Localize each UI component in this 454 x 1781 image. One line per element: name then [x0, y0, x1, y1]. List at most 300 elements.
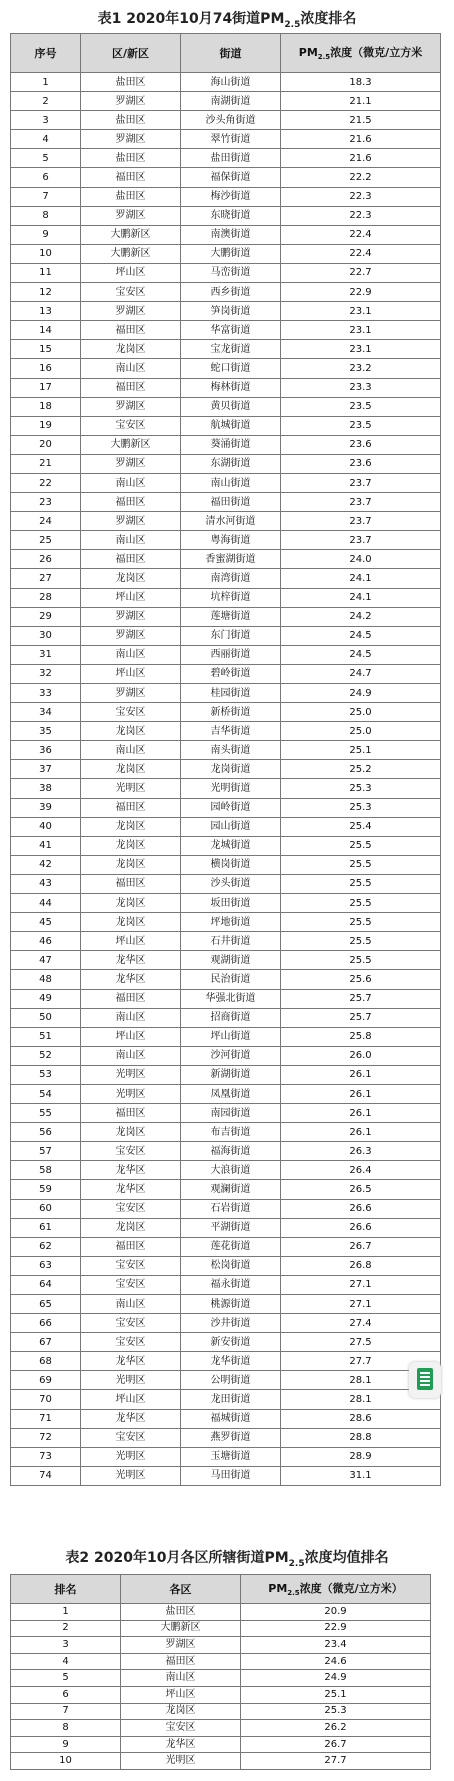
street-cell: 南园街道	[181, 1104, 281, 1123]
district-cell: 宝安区	[81, 1199, 181, 1218]
district-cell: 福田区	[81, 989, 181, 1008]
rank-cell: 25	[11, 531, 81, 550]
street-cell: 航城街道	[181, 416, 281, 435]
street-cell: 光明街道	[181, 779, 281, 798]
table-row	[11, 244, 441, 263]
table-row	[11, 1275, 441, 1294]
district-cell: 光明区	[121, 1753, 241, 1770]
rank-cell: 58	[11, 1161, 81, 1180]
street-cell: 观湖街道	[181, 951, 281, 970]
pm25-cell: 26.0	[281, 1046, 441, 1065]
district-cell: 盐田区	[121, 1604, 241, 1621]
pm25-cell: 28.6	[281, 1409, 441, 1428]
street-cell: 马田街道	[181, 1466, 281, 1485]
table-row	[11, 1736, 431, 1753]
street-cell: 海山街道	[181, 73, 281, 92]
rank-cell: 8	[11, 1720, 121, 1737]
rank-cell: 7	[11, 187, 81, 206]
district-cell: 南山区	[121, 1670, 241, 1687]
table-row	[11, 340, 441, 359]
district-cell: 龙岗区	[81, 340, 181, 359]
table-row	[11, 283, 441, 302]
pm25-cell: 28.1	[281, 1390, 441, 1409]
district-cell: 福田区	[81, 798, 181, 817]
table-row	[11, 531, 441, 550]
district-cell: 福田区	[81, 1104, 181, 1123]
rank-cell: 12	[11, 283, 81, 302]
table-row	[11, 1256, 441, 1275]
rank-cell: 60	[11, 1199, 81, 1218]
district-cell: 龙华区	[81, 1409, 181, 1428]
street-cell: 南澳街道	[181, 225, 281, 244]
district-cell: 龙华区	[81, 1352, 181, 1371]
street-cell: 南湖街道	[181, 92, 281, 111]
table-row	[11, 1084, 441, 1103]
district-cell: 坪山区	[81, 1027, 181, 1046]
street-cell: 石井街道	[181, 932, 281, 951]
street-cell: 横岗街道	[181, 855, 281, 874]
rank-cell: 66	[11, 1314, 81, 1333]
pm25-cell: 25.7	[281, 989, 441, 1008]
rank-cell: 67	[11, 1333, 81, 1352]
street-cell: 新湖街道	[181, 1065, 281, 1084]
rank-cell: 29	[11, 607, 81, 626]
street-cell: 桂园街道	[181, 684, 281, 703]
pm25-cell: 23.7	[281, 512, 441, 531]
street-cell: 福海街道	[181, 1142, 281, 1161]
rank-cell: 1	[11, 73, 81, 92]
rank-cell: 50	[11, 1008, 81, 1027]
rank-cell: 19	[11, 416, 81, 435]
street-cell: 大鹏街道	[181, 244, 281, 263]
pm25-cell: 22.9	[281, 283, 441, 302]
street-cell: 宝龙街道	[181, 340, 281, 359]
street-cell: 西乡街道	[181, 283, 281, 302]
rank-cell: 46	[11, 932, 81, 951]
pm25-cell: 24.1	[281, 569, 441, 588]
pm25-cell: 25.3	[241, 1703, 431, 1720]
street-cell: 坑梓街道	[181, 588, 281, 607]
street-cell: 布吉街道	[181, 1123, 281, 1142]
street-cell: 坪地街道	[181, 913, 281, 932]
street-cell: 大浪街道	[181, 1161, 281, 1180]
table-row	[11, 1333, 441, 1352]
rank-cell: 63	[11, 1256, 81, 1275]
table-row	[11, 645, 441, 664]
pm25-cell: 26.1	[281, 1084, 441, 1103]
street-cell: 碧岭街道	[181, 664, 281, 683]
district-cell: 罗湖区	[81, 607, 181, 626]
pm25-cell: 24.5	[281, 645, 441, 664]
street-cell: 龙华街道	[181, 1352, 281, 1371]
street-cell: 华强北街道	[181, 989, 281, 1008]
district-cell: 光明区	[81, 1084, 181, 1103]
street-cell: 燕罗街道	[181, 1428, 281, 1447]
district-cell: 宝安区	[121, 1720, 241, 1737]
rank-cell: 26	[11, 550, 81, 569]
street-cell: 招商街道	[181, 1008, 281, 1027]
rank-cell: 6	[11, 168, 81, 187]
table1-body	[11, 73, 441, 1486]
pm25-cell: 25.5	[281, 913, 441, 932]
pm25-cell: 26.1	[281, 1123, 441, 1142]
district-cell: 宝安区	[81, 1256, 181, 1275]
table-row	[11, 512, 441, 531]
district-cell: 龙岗区	[81, 913, 181, 932]
district-cell: 宝安区	[81, 1314, 181, 1333]
pm25-cell: 25.2	[281, 760, 441, 779]
rank-cell: 70	[11, 1390, 81, 1409]
rank-cell: 16	[11, 359, 81, 378]
street-cell: 桃源街道	[181, 1295, 281, 1314]
table-row	[11, 1753, 431, 1770]
table-row	[11, 187, 441, 206]
street-cell: 园山街道	[181, 817, 281, 836]
table-row	[11, 1065, 441, 1084]
district-cell: 南山区	[81, 531, 181, 550]
pm25-cell: 26.7	[281, 1237, 441, 1256]
pm25-cell: 23.1	[281, 321, 441, 340]
street-cell: 松岗街道	[181, 1256, 281, 1275]
pm25-cell: 21.6	[281, 149, 441, 168]
district-cell: 罗湖区	[81, 684, 181, 703]
street-cell: 东门街道	[181, 626, 281, 645]
district-cell: 盐田区	[81, 111, 181, 130]
street-cell: 民治街道	[181, 970, 281, 989]
pm25-cell: 26.5	[281, 1180, 441, 1199]
street-cell: 观澜街道	[181, 1180, 281, 1199]
pm25-cell: 27.1	[281, 1275, 441, 1294]
rank-cell: 73	[11, 1447, 81, 1466]
district-cell: 坪山区	[81, 664, 181, 683]
table-header-row	[11, 34, 441, 73]
pm25-cell: 23.5	[281, 416, 441, 435]
pm25-cell: 23.1	[281, 340, 441, 359]
table-row	[11, 626, 441, 645]
pm25-cell: 24.5	[281, 626, 441, 645]
table-row	[11, 1390, 441, 1409]
pm25-cell: 24.9	[241, 1670, 431, 1687]
table-row	[11, 550, 441, 569]
street-cell: 沙河街道	[181, 1046, 281, 1065]
pm25-cell: 23.1	[281, 302, 441, 321]
column-header-rank: 序号	[11, 34, 81, 73]
column-header-pm25: $PM_{2.5}$浓度（微克/立方米）	[241, 1575, 431, 1604]
table-row	[11, 1409, 441, 1428]
district-cell: 罗湖区	[121, 1637, 241, 1654]
district-cell: 光明区	[81, 1371, 181, 1390]
district-cell: 龙岗区	[81, 569, 181, 588]
table-row	[11, 1604, 431, 1621]
district-cell: 光明区	[81, 1065, 181, 1084]
district-cell: 南山区	[81, 1008, 181, 1027]
pm25-cell: 26.4	[281, 1161, 441, 1180]
district-cell: 福田区	[81, 493, 181, 512]
district-cell: 南山区	[81, 1295, 181, 1314]
rank-cell: 7	[11, 1703, 121, 1720]
pm25-cell: 25.1	[241, 1686, 431, 1703]
column-header-pm25: $PM_{2.5}$浓度（微克/立方米	[281, 34, 441, 73]
pm25-cell: 21.6	[281, 130, 441, 149]
pm25-cell: 22.4	[281, 244, 441, 263]
table-row	[11, 149, 441, 168]
street-cell: 莲花街道	[181, 1237, 281, 1256]
pm25-street-ranking-table	[10, 33, 441, 1486]
table-row	[11, 1237, 441, 1256]
pm25-cell: 26.6	[281, 1218, 441, 1237]
table-row	[11, 569, 441, 588]
street-cell: 盐田街道	[181, 149, 281, 168]
pm25-cell: 25.5	[281, 951, 441, 970]
table-row	[11, 1466, 441, 1485]
table-row	[11, 359, 441, 378]
rank-cell: 47	[11, 951, 81, 970]
pm25-cell: 24.2	[281, 607, 441, 626]
rank-cell: 56	[11, 1123, 81, 1142]
district-cell: 福田区	[81, 321, 181, 340]
rank-cell: 36	[11, 741, 81, 760]
pm25-cell: 26.1	[281, 1104, 441, 1123]
district-cell: 福田区	[81, 378, 181, 397]
street-cell: 粤海街道	[181, 531, 281, 550]
pm25-cell: 25.3	[281, 798, 441, 817]
rank-cell: 3	[11, 111, 81, 130]
rank-cell: 72	[11, 1428, 81, 1447]
pm25-cell: 26.6	[281, 1199, 441, 1218]
district-cell: 盐田区	[81, 187, 181, 206]
pm25-cell: 28.9	[281, 1447, 441, 1466]
district-cell: 福田区	[81, 1237, 181, 1256]
district-cell: 光明区	[81, 1447, 181, 1466]
street-cell: 坂田街道	[181, 894, 281, 913]
district-cell: 罗湖区	[81, 302, 181, 321]
street-cell: 沙头角街道	[181, 111, 281, 130]
rank-cell: 11	[11, 263, 81, 282]
table-row	[11, 703, 441, 722]
table-row	[11, 321, 441, 340]
street-cell: 玉塘街道	[181, 1447, 281, 1466]
table1-title: 表1 2020年10月74街道$PM_{2.5}$浓度排名	[97, 11, 357, 30]
street-cell: 福永街道	[181, 1275, 281, 1294]
district-cell: 宝安区	[81, 1275, 181, 1294]
rank-cell: 8	[11, 206, 81, 225]
table-row	[11, 913, 441, 932]
pm25-cell: 27.1	[281, 1295, 441, 1314]
rank-cell: 32	[11, 664, 81, 683]
district-cell: 坪山区	[81, 263, 181, 282]
street-cell: 新桥街道	[181, 703, 281, 722]
table-row	[11, 1686, 431, 1703]
district-cell: 大鹏新区	[81, 225, 181, 244]
rank-cell: 45	[11, 913, 81, 932]
pm25-cell: 26.1	[281, 1065, 441, 1084]
table-row	[11, 1142, 441, 1161]
rank-cell: 10	[11, 1753, 121, 1770]
table-row	[11, 874, 441, 893]
district-cell: 宝安区	[81, 1428, 181, 1447]
rank-cell: 13	[11, 302, 81, 321]
rank-cell: 18	[11, 397, 81, 416]
district-cell: 龙岗区	[81, 760, 181, 779]
pm25-cell: 25.5	[281, 894, 441, 913]
pm25-district-ranking-table	[10, 1574, 431, 1770]
street-cell: 笋岗街道	[181, 302, 281, 321]
spreadsheet-icon[interactable]	[409, 1362, 441, 1398]
district-cell: 福田区	[81, 550, 181, 569]
district-cell: 宝安区	[81, 1333, 181, 1352]
street-cell: 龙田街道	[181, 1390, 281, 1409]
rank-cell: 1	[11, 1604, 121, 1621]
rank-cell: 39	[11, 798, 81, 817]
district-cell: 坪山区	[81, 588, 181, 607]
table-row	[11, 741, 441, 760]
rank-cell: 38	[11, 779, 81, 798]
table-row	[11, 168, 441, 187]
table-row	[11, 416, 441, 435]
pm25-cell: 23.2	[281, 359, 441, 378]
district-cell: 罗湖区	[81, 206, 181, 225]
pm25-cell: 25.4	[281, 817, 441, 836]
street-cell: 马峦街道	[181, 263, 281, 282]
street-cell: 清水河街道	[181, 512, 281, 531]
table-row	[11, 664, 441, 683]
street-cell: 福保街道	[181, 168, 281, 187]
pm25-cell: 24.0	[281, 550, 441, 569]
district-cell: 南山区	[81, 359, 181, 378]
street-cell: 新安街道	[181, 1333, 281, 1352]
rank-cell: 23	[11, 493, 81, 512]
pm25-cell: 21.1	[281, 92, 441, 111]
district-cell: 坪山区	[81, 932, 181, 951]
rank-cell: 21	[11, 454, 81, 473]
table-row	[11, 760, 441, 779]
table-row	[11, 607, 441, 626]
street-cell: 葵涌街道	[181, 435, 281, 454]
pm25-cell: 18.3	[281, 73, 441, 92]
table-row	[11, 855, 441, 874]
district-cell: 龙岗区	[81, 817, 181, 836]
pm25-cell: 25.5	[281, 874, 441, 893]
rank-cell: 49	[11, 989, 81, 1008]
rank-cell: 65	[11, 1295, 81, 1314]
rank-cell: 69	[11, 1371, 81, 1390]
district-cell: 南山区	[81, 741, 181, 760]
street-cell: 东湖街道	[181, 454, 281, 473]
street-cell: 西丽街道	[181, 645, 281, 664]
rank-cell: 74	[11, 1466, 81, 1485]
district-cell: 福田区	[121, 1653, 241, 1670]
table-row	[11, 1447, 441, 1466]
street-cell: 福城街道	[181, 1409, 281, 1428]
district-cell: 龙岗区	[81, 894, 181, 913]
district-cell: 光明区	[81, 779, 181, 798]
district-cell: 光明区	[81, 1466, 181, 1485]
rank-cell: 22	[11, 473, 81, 492]
pm25-cell: 26.8	[281, 1256, 441, 1275]
pm25-cell: 25.8	[281, 1027, 441, 1046]
table-row	[11, 1104, 441, 1123]
column-header-street: 街道	[181, 34, 281, 73]
table-row	[11, 378, 441, 397]
table-row	[11, 1008, 441, 1027]
pm25-cell: 23.6	[281, 435, 441, 454]
table-row	[11, 1199, 441, 1218]
pm25-cell: 22.3	[281, 206, 441, 225]
pm25-cell: 22.9	[241, 1620, 431, 1637]
table-row	[11, 1352, 441, 1371]
district-cell: 龙华区	[121, 1736, 241, 1753]
district-cell: 宝安区	[81, 416, 181, 435]
table-row	[11, 684, 441, 703]
district-cell: 龙岗区	[121, 1703, 241, 1720]
table-row	[11, 493, 441, 512]
rank-cell: 43	[11, 874, 81, 893]
pm25-cell: 25.3	[281, 779, 441, 798]
district-cell: 南山区	[81, 1046, 181, 1065]
street-cell: 龙岗街道	[181, 760, 281, 779]
pm25-cell: 27.7	[241, 1753, 431, 1770]
rank-cell: 35	[11, 722, 81, 741]
rank-cell: 55	[11, 1104, 81, 1123]
rank-cell: 41	[11, 836, 81, 855]
rank-cell: 6	[11, 1686, 121, 1703]
rank-cell: 57	[11, 1142, 81, 1161]
district-cell: 罗湖区	[81, 92, 181, 111]
table-row	[11, 836, 441, 855]
district-cell: 坪山区	[121, 1686, 241, 1703]
rank-cell: 27	[11, 569, 81, 588]
pm25-cell: 26.2	[241, 1720, 431, 1737]
table-row	[11, 1161, 441, 1180]
pm25-cell: 25.5	[281, 855, 441, 874]
rank-cell: 71	[11, 1409, 81, 1428]
district-cell: 南山区	[81, 645, 181, 664]
pm25-cell: 23.7	[281, 473, 441, 492]
rank-cell: 44	[11, 894, 81, 913]
district-cell: 龙华区	[81, 1180, 181, 1199]
rank-cell: 52	[11, 1046, 81, 1065]
column-header-district: 各区	[121, 1575, 241, 1604]
street-cell: 公明街道	[181, 1371, 281, 1390]
street-cell: 华富街道	[181, 321, 281, 340]
pm25-cell: 28.1	[281, 1371, 441, 1390]
pm25-cell: 24.7	[281, 664, 441, 683]
rank-cell: 24	[11, 512, 81, 531]
district-cell: 罗湖区	[81, 454, 181, 473]
district-cell: 盐田区	[81, 73, 181, 92]
table-row	[11, 1123, 441, 1142]
table-row	[11, 1371, 441, 1390]
pm25-cell: 20.9	[241, 1604, 431, 1621]
pm25-cell: 23.4	[241, 1637, 431, 1654]
district-cell: 宝安区	[81, 703, 181, 722]
pm25-cell: 21.5	[281, 111, 441, 130]
street-cell: 坪山街道	[181, 1027, 281, 1046]
rank-cell: 5	[11, 149, 81, 168]
pm25-cell: 23.6	[281, 454, 441, 473]
district-cell: 福田区	[81, 874, 181, 893]
district-cell: 龙岗区	[81, 836, 181, 855]
district-cell: 宝安区	[81, 283, 181, 302]
street-cell: 梅林街道	[181, 378, 281, 397]
table-row	[11, 1046, 441, 1065]
pm25-cell: 23.5	[281, 397, 441, 416]
district-cell: 南山区	[81, 473, 181, 492]
table-row	[11, 970, 441, 989]
rank-cell: 17	[11, 378, 81, 397]
table-row	[11, 435, 441, 454]
rank-cell: 4	[11, 130, 81, 149]
